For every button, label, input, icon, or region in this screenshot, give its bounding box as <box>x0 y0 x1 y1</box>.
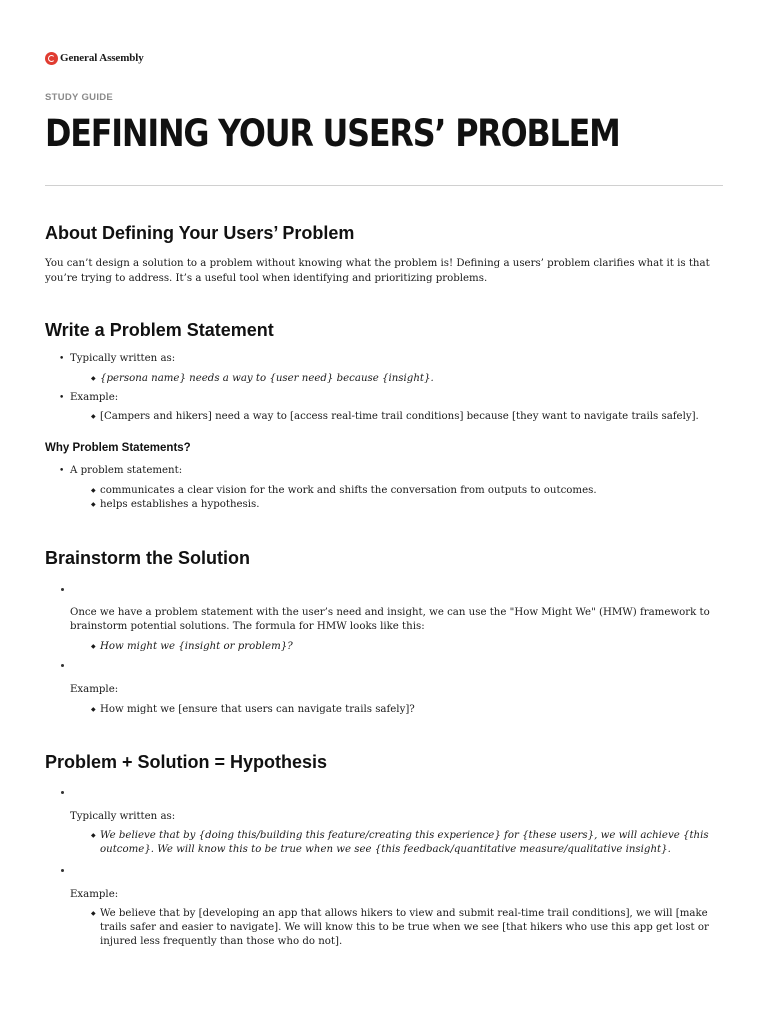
ga-logo-icon <box>45 52 58 65</box>
list-item-written-as: • Typically written as: <box>70 352 175 366</box>
empty-bullet <box>61 588 64 591</box>
hmw-formula: ◆ How might we {insight or problem}? <box>100 640 293 654</box>
why-point-hypothesis: ◆ helps establishes a hypothesis. <box>100 498 260 512</box>
empty-bullet <box>61 664 64 667</box>
problem-statement-formula: ◆ {persona name} needs a way to {user need} because {insight}. <box>100 372 434 386</box>
hmw-paragraph: Once we have a problem statement with the user’s need and insight, we can use the "How Might We" (HMW) framework to brainstorm potential solutions. The formula for HMW looks like this: <box>70 607 710 632</box>
about-paragraph: You can’t design a solution to a problem without knowing what the problem is! Defining a users’ problem clarifies what it is that you’re trying to address. It’s a useful tool when identifying and prioritizing problems. <box>45 258 710 284</box>
title-divider <box>45 185 723 186</box>
hypothesis-example-label: Example: <box>70 889 119 900</box>
empty-bullet <box>61 791 64 794</box>
problem-statement-example: ◆ [Campers and hikers] need a way to [access real-time trail conditions] because [they want to navigate trails safely]. <box>100 410 699 424</box>
brainstorm-heading: Brainstorm the Solution <box>45 548 251 568</box>
hypothesis-heading: Problem + Solution = Hypothesis <box>45 752 328 772</box>
general-assembly-logo <box>45 50 144 66</box>
hypothesis-written-as: Typically written as: <box>70 811 176 822</box>
about-heading: About Defining Your Users’ Problem <box>45 223 355 243</box>
hypothesis-formula: ◆ We believe that by {doing this/building this feature/creating this experience} for {these users}, we will achieve {this outcome}. We will know this to be true when we see {this feedback/quantitative measure/qualitative insight}. <box>100 829 724 857</box>
why-point-vision: ◆ communicates a clear vision for the work and shifts the conversation from outputs to outcomes. <box>100 484 597 498</box>
hmw-example: ◆ How might we [ensure that users can navigate trails safely]? <box>100 703 415 717</box>
list-item-example: • Example: <box>70 391 118 405</box>
hmw-example-label: Example: <box>70 684 119 695</box>
list-item-problem-statement: • A problem statement: <box>70 464 182 478</box>
brand-name: General Assembly <box>60 52 144 64</box>
study-guide-label: STUDY GUIDE <box>45 92 114 103</box>
page-title: DEFINING YOUR USERS’ PROBLEM <box>45 112 620 155</box>
hypothesis-example: ◆ We believe that by [developing an app that allows hikers to view and submit real-time trail conditions], we will [make trails safer and easier to navigate]. We will know this to be true when we see [that hikers who use this app get lost or injured less frequently than those who do not]. <box>100 907 724 949</box>
empty-bullet <box>61 869 64 872</box>
problem-statement-heading: Write a Problem Statement <box>45 320 274 340</box>
why-problem-statements-heading: Why Problem Statements? <box>45 442 191 454</box>
